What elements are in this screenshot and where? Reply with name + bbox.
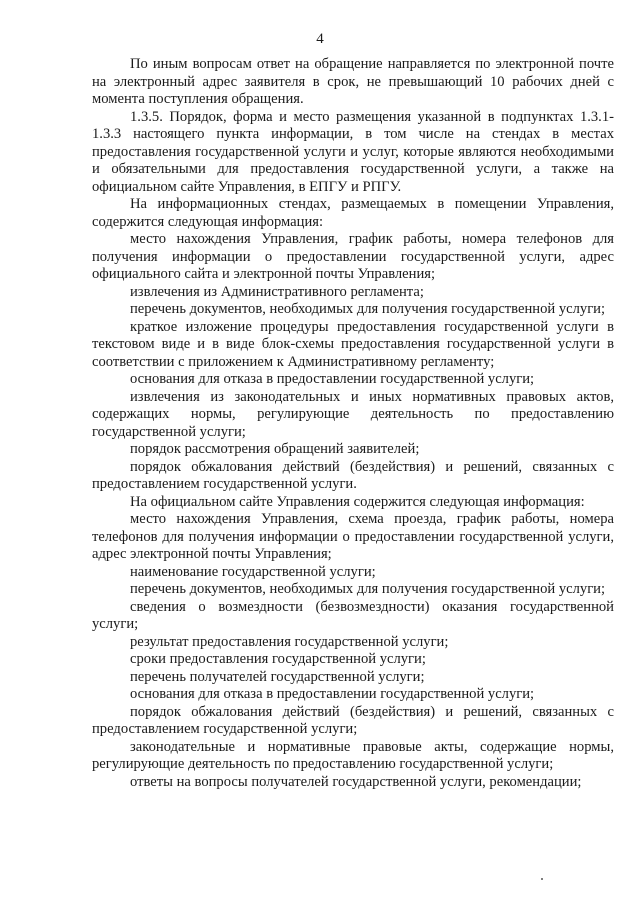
list-item: извлечения из Административного регламента;: [130, 283, 424, 300]
scan-speck: [541, 878, 543, 880]
list-item: основания для отказа в предоставлении государственной услуги;: [130, 686, 535, 702]
list-item: порядок рассмотрения обращений заявителей;: [130, 441, 420, 457]
paragraph-1-3-5: 1.3.5. Порядок, форма и место размещения указанной в подпунктах 1.3.1-1.3.3 настоящего пункта информации, в том числе на стендах в местах предоставления государственной услуги и услуг, которые являются необходимыми и обязательными для предоставления государственной услуги, а также на официальном сайте Управления, в ЕПГУ и РПГУ.: [92, 108, 614, 195]
list-item: законодательные и нормативные правовые акты, содержащие нормы, регулирующие деятельность по предоставлению государственной услуги;: [92, 738, 614, 772]
document-body: [92, 56, 614, 791]
list-item: сроки предоставления государственной услуги;: [130, 651, 426, 667]
list-item: краткое изложение процедуры предоставления государственной услуги в текстовом виде и в виде блок-схемы предоставления государственной услуги в соответствии с приложением к Административному регламенту;: [92, 318, 614, 370]
list-item: перечень документов, необходимых для получения государственной услуги;: [130, 581, 606, 597]
list-item: сведения о возмездности (безвозмездности) оказания государственной услуги;: [92, 598, 614, 632]
list-item: результат предоставления государственной услуги;: [130, 633, 449, 650]
list-item: порядок обжалования действий (бездействия) и решений, связанных с предоставлением государственной услуги;: [92, 703, 614, 737]
list-item: основания для отказа в предоставлении государственной услуги;: [130, 371, 535, 387]
list-item: место нахождения Управления, график работы, номера телефонов для получения информации о предоставлении государственной услуги, адрес официального сайта и электронной почты Управления;: [92, 231, 614, 282]
list-item: порядок обжалования действий (бездействия) и решений, связанных с предоставлением государственной услуги.: [92, 458, 614, 492]
paragraph-website-intro: На официальном сайте Управления содержится следующая информация:: [130, 493, 585, 510]
page-number: 4: [316, 31, 324, 47]
list-item: перечень документов, необходимых для получения государственной услуги;: [130, 301, 606, 317]
list-item: перечень получателей государственной услуги;: [130, 668, 425, 685]
paragraph-stands-intro: На информационных стендах, размещаемых в помещении Управления, содержится следующая информация:: [92, 196, 614, 230]
list-item: наименование государственной услуги;: [130, 563, 376, 580]
list-item: ответы на вопросы получателей государственной услуги, рекомендации;: [130, 773, 582, 790]
paragraph-email-response: По иным вопросам ответ на обращение направляется по электронной почте на электронный адрес заявителя в срок, не превышающий 10 рабочих дней с момента поступления обращения.: [92, 56, 614, 107]
list-item: извлечения из законодательных и иных нормативных правовых актов, содержащих нормы, регулирующие деятельность по предоставлению государственной услуги;: [92, 388, 614, 440]
list-item: место нахождения Управления, схема проезда, график работы, номера телефонов для получения информации о предоставлении государственной услуги, адрес электронной почты Управления;: [92, 511, 614, 562]
